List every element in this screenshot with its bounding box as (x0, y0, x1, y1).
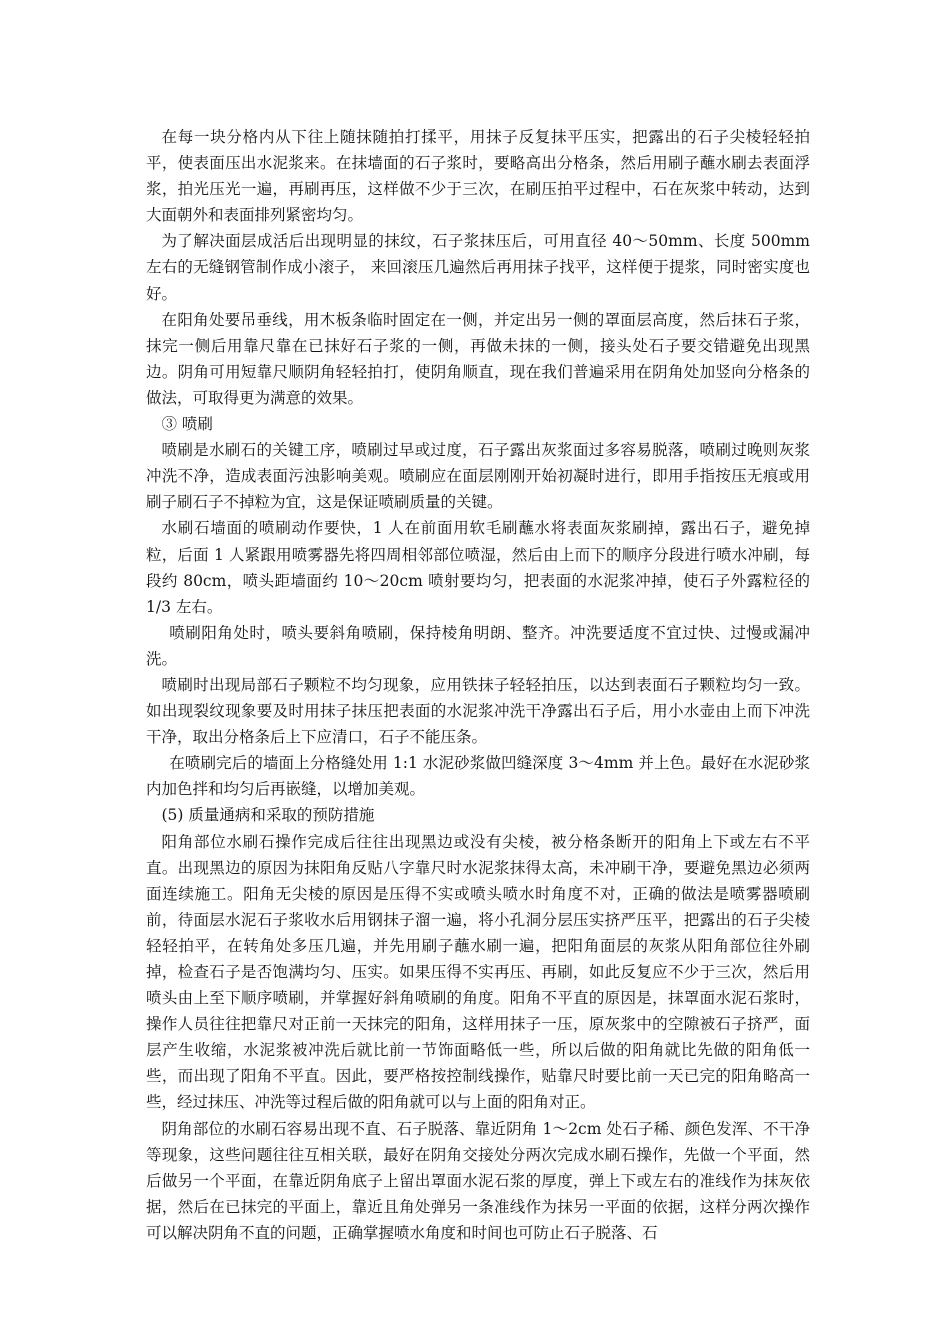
paragraph-joint-finishing: 在喷刷完后的墙面上分格缝处用 1:1 水泥砂浆做凹缝深度 3～4mm 并上色。最好在水泥砂浆内加色拌和均匀后再嵌缝，以增加美观。 (146, 754, 810, 799)
section-heading-spray-brush: ③ 喷刷 (161, 415, 213, 434)
document-body (146, 124, 810, 1246)
paragraph-roller: 为了解决面层成活后出现明显的抹纹，石子浆抹压后，可用直径 40～50mm、长度 500mm 左右的无缝钢管制作成小滚子， 来回滚压几遍然后再用抹子找平，这样便于提浆，同时密实度也好。 (146, 232, 810, 303)
paragraph-trowel-pressing: 在每一块分格内从下往上随抹随拍打揉平，用抹子反复抹平压实，把露出的石子尖棱轻轻拍平，使表面压出水泥浆来。在抹墙面的石子浆时，要略高出分格条，然后用刷子蘸水刷去表面浮浆，拍光压光一遍，再刷再压，这样做不少于三次，在刷压拍平过程中，石在灰浆中转动，达到大面朝外和表面排列紧密均匀。 (146, 128, 810, 225)
paragraph-spray-procedure: 水刷石墙面的喷刷动作要快，1 人在前面用软毛刷蘸水将表面灰浆刷掉，露出石子，避免掉粒，后面 1 人紧跟用喷雾器先将四周相邻部位喷湿，然后由上而下的顺序分段进行喷水冲刷，每段约 80cm，喷头距墙面约 10～20cm 喷射要均匀，把表面的水泥浆冲掉，使石子外露粒径的 1/3 左右。 (146, 519, 810, 616)
paragraph-external-corner-defects: 阳角部位水刷石操作完成后往往出现黑边或没有尖棱，被分格条断开的阳角上下或左右不平直。出现黑边的原因为抹阳角反贴八字靠尺时水泥浆抹得太高，未冲刷干净，要避免黑边必须两面连续施工。阳角无尖棱的原因是压得不实或喷头喷水时角度不对，正确的做法是喷雾器喷刷前，待面层水泥石子浆收水后用钢抹子溜一遍，将小孔洞分层压实挤严压平，把露出的石子尖棱轻轻拍平，在转角处多压几遍，并先用刷子蘸水刷一遍，把阳角面层的灰浆从阳角部位往外刷掉，检查石子是否饱满均匀、压实。如果压得不实再压、再刷，如此反复应不少于三次，然后用喷头由上至下顺序喷刷，并掌握好斜角喷刷的角度。阳角不平直的原因是，抹罩面水泥石浆时，操作人员往往把靠尺对正前一天抹完的阳角，这样用抹子一压，原灰浆中的空隙被石子挤严，面层产生收缩，水泥浆被冲洗后就比前一节饰面略低一些，所以后做的阳角就比先做的阳角低一些，而出现了阳角不平直。因此，要严格按控制线操作，贴靠尺时要比前一天已完的阳角略高一些，经过抹压、冲洗等过程后做的阳角就可以与上面的阳角对正。 (146, 832, 810, 1112)
paragraph-uneven-particles: 喷刷时出现局部石子颗粒不均匀现象，应用铁抹子轻轻拍压，以达到表面石子颗粒均匀一致。如出现裂纹现象要及时用抹子抹压把表面的水泥浆冲洗干净露出石子后，用小水壶由上而下冲洗干净，取出分格条后上下应清口，石子不能压条。 (146, 675, 810, 747)
section-heading-quality-defects: (5) 质量通病和采取的预防措施 (161, 806, 375, 825)
paragraph-internal-corner-defects: 阴角部位的水刷石容易出现不直、石子脱落、靠近阴角 1～2cm 处石子稀、颜色发浑、不干净等现象，这些问题往往互相关联，最好在阴角交接处分两次完成水刷石操作，先做一个平面，然后做另一个平面，在靠近阴角底子上留出罩面水泥石浆的厚度，弹上下或左右的准线作为抹灰依据，然后在已抹完的平面上，靠近且角处弹另一条准线作为抹另一平面的依据，这样分两次操作可以解决阴角不直的问题，正确掌握喷水角度和时间也可防止石子脱落、石 (146, 1119, 810, 1242)
paragraph-spray-corner: 喷刷阳角处时，喷头要斜角喷刷，保持棱角明朗、整齐。冲洗要适度不宜过快、过慢或漏冲洗。 (146, 623, 810, 668)
paragraph-corner-plumb: 在阳角处要吊垂线，用木板条临时固定在一侧，并定出另一侧的罩面层高度，然后抹石子浆，抹完一侧后用靠尺靠在已抹好石子浆的一侧，再做未抹的一侧，接头处石子要交错避免出现黑边。阴角可用短靠尺顺阴角轻轻拍打，使阴角顺直，现在我们普遍采用在阴角处加竖向分格条的做法，可取得更为满意的效果。 (146, 310, 810, 407)
paragraph-spray-brush-key: 喷刷是水刷石的关键工序，喷刷过早或过度，石子露出灰浆面过多容易脱落，喷刷过晚则灰浆冲洗不净，造成表面污浊影响美观。喷刷应在面层刚刚开始初凝时进行，即用手指按压无痕或用刷子刷石子不掉粒为宜，这是保证喷刷质量的关键。 (146, 441, 810, 512)
